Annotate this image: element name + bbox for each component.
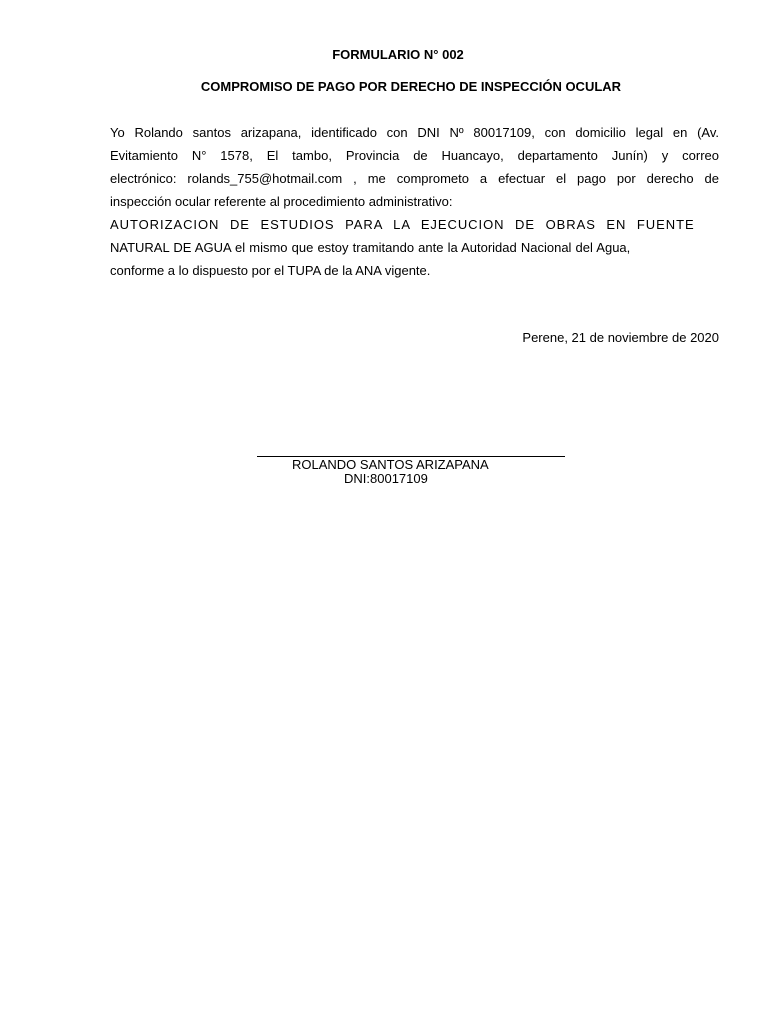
form-title: COMPROMISO DE PAGO POR DERECHO DE INSPECCIÓN OCULAR xyxy=(200,79,622,94)
commitment-paragraph xyxy=(110,121,719,282)
signer-name: ROLANDO SANTOS ARIZAPANA xyxy=(292,457,489,472)
body-line-3: electrónico: rolands_755@hotmail.com , me comprometo a efectuar el pago por derecho de xyxy=(110,171,719,186)
date-line: Perene, 21 de noviembre de 2020 xyxy=(522,330,719,345)
body-line-5: AUTORIZACION DE ESTUDIOS PARA LA EJECUCION DE OBRAS EN FUENTE xyxy=(110,217,695,232)
body-line-6: NATURAL DE AGUA el mismo que estoy tramitando ante la Autoridad Nacional del Agua, xyxy=(110,240,631,255)
signer-dni: DNI:80017109 xyxy=(344,471,428,486)
body-line-4: inspección ocular referente al procedimiento administrativo: xyxy=(110,194,453,209)
body-line-7: conforme a lo dispuesto por el TUPA de la ANA vigente. xyxy=(110,263,431,278)
body-line-2: Evitamiento N° 1578, El tambo, Provincia de Huancayo, departamento Junín) y correo xyxy=(110,148,719,163)
form-number: FORMULARIO N° 002 xyxy=(332,47,464,62)
body-line-1: Yo Rolando santos arizapana, identificado con DNI Nº 80017109, con domicilio legal en (Av. xyxy=(110,125,719,140)
